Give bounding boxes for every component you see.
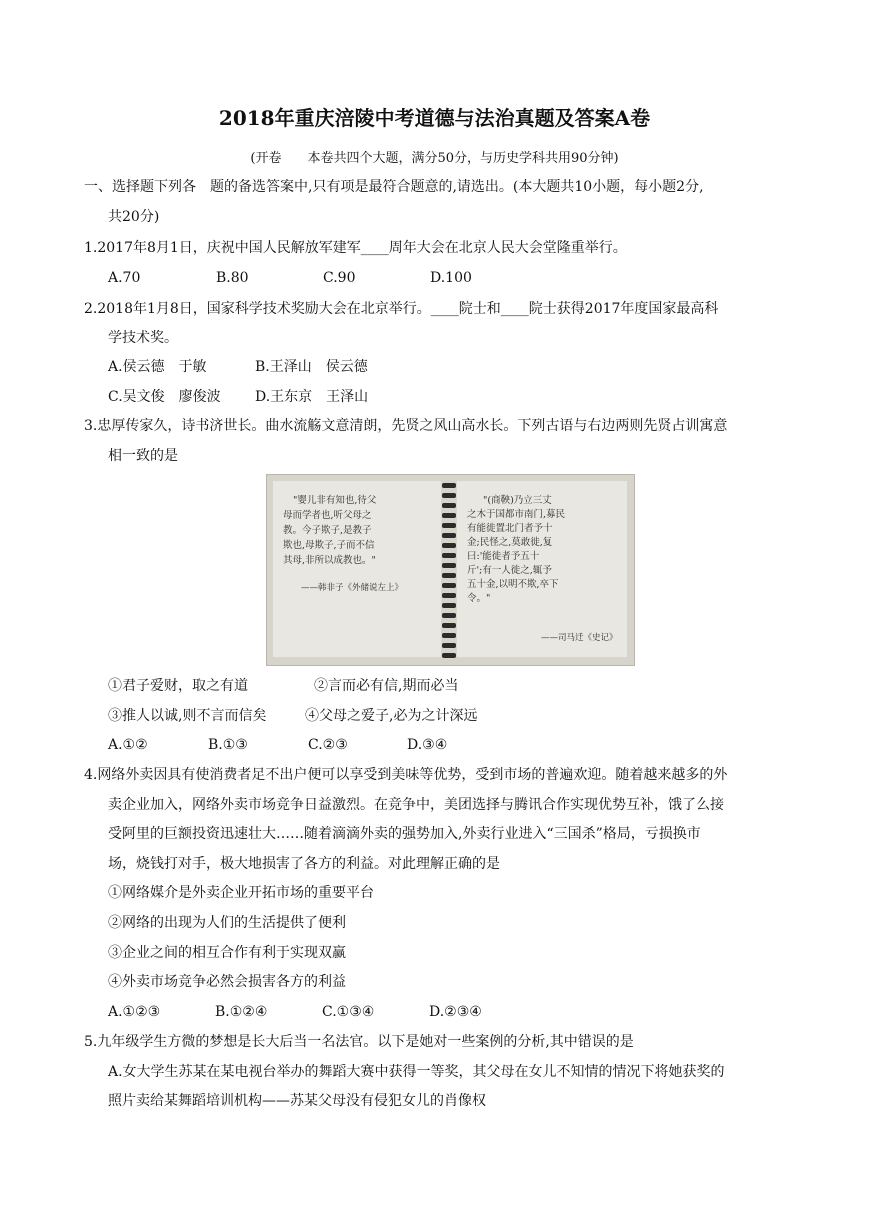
right-text-line: 曰:'能徙者予五十	[467, 551, 540, 562]
question-5-option-a-cont: 照片卖给某舞蹈培训机构——苏某父母没有侵犯女儿的肖像权	[108, 1093, 486, 1109]
section-heading-cont: 共20分)	[108, 209, 160, 225]
right-text-line: "(商鞅)乃立三丈	[483, 495, 552, 506]
option-d: D.王东京 王泽山	[255, 389, 369, 405]
left-text-line: 其母,非所以成教也。"	[283, 555, 376, 566]
item-1: ①君子爱财，取之有道	[108, 678, 248, 694]
question-4-stem-cont: 卖企业加入，网络外卖市场竞争日益激烈。在竞争中，美团选择与腾讯合作实现优势互补，饿了么接	[108, 797, 724, 813]
left-source: ——韩非子《外储说左上》	[301, 583, 404, 593]
question-4-stem-cont: 受阿里的巨额投资迅速壮大……随着滴滴外卖的强势加入,外卖行业进入“三国杀”格局，亏损换市	[108, 826, 701, 842]
option-d: D.③④	[407, 737, 448, 753]
exam-subtitle: (开卷 本卷共四个大题，满分50分，与历史学科共用90分钟)	[250, 151, 619, 166]
question-3-stem-cont: 相一致的是	[108, 448, 178, 464]
right-text-line: 五十金,以明不欺,卒下	[467, 579, 559, 590]
right-source: ——司马迁《史记》	[541, 633, 618, 643]
question-3-options	[108, 735, 447, 755]
question-5-option-a: A.女大学生苏某在某电视台举办的舞蹈大赛中获得一等奖，其父母在女儿不知情的情况下将她获奖的	[108, 1064, 725, 1080]
option-b: B.80	[216, 270, 249, 286]
notebook-image	[266, 474, 635, 666]
question-3-items-row1	[108, 676, 458, 696]
option-a: A.70	[108, 270, 141, 286]
right-text-line: 令。"	[467, 593, 491, 604]
left-text-line: 教。今子欺子,是教子	[283, 525, 372, 536]
question-4-stem: 4.网络外卖因具有使消费者足不出户便可以享受到美味等优势，受到市场的普遍欢迎。随着越来越多的外	[84, 767, 728, 783]
right-text-line: 斤';有一人徙之,辄予	[467, 565, 552, 576]
option-a: A.①②③	[108, 1004, 161, 1020]
option-c: C.②③	[308, 737, 348, 753]
option-a: A.①②	[108, 737, 148, 753]
option-d: D.100	[430, 270, 472, 286]
page-title: 2018年重庆涪陵中考道德与法治真题及答案A卷	[218, 106, 651, 130]
right-text-line: 金;民怪之,莫敢徙,复	[467, 537, 553, 548]
question-2-options-row2	[108, 387, 368, 407]
item-3: ③企业之间的相互合作有利于实现双赢	[108, 945, 346, 961]
question-3-stem: 3.忠厚传家久，诗书济世长。曲水流觞文意清朗，先贤之风山高水长。下列古语与右边两则先贤占训寓意	[84, 418, 728, 434]
option-b: B.王泽山 侯云德	[255, 359, 368, 375]
question-1-options	[108, 268, 472, 288]
question-4-options	[108, 1002, 482, 1022]
item-2: ②言而必有信,期而必当	[314, 678, 459, 694]
option-c: C.吴文俊 廖俊波	[108, 389, 221, 405]
question-1-stem: 1.2017年8月1日，庆祝中国人民解放军建军____周年大会在北京人民大会堂隆重举行。	[84, 240, 627, 256]
option-b: B.①②④	[215, 1004, 268, 1020]
notebook-right-page	[457, 481, 627, 657]
option-c: C.①③④	[322, 1004, 375, 1020]
option-b: B.①③	[208, 737, 248, 753]
left-text-line: 母而学者也,听父母之	[283, 510, 372, 521]
left-text-line: 欺也,母欺子,子而不信	[283, 540, 375, 551]
option-c: C.90	[323, 270, 356, 286]
notebook-spine	[442, 477, 456, 663]
question-2-stem: 2.2018年1月8日，国家科学技术奖励大会在北京举行。____院士和____院士获得2017年度国家最高科	[84, 301, 719, 317]
item-3: ③推人以诚,则不言而信矣	[108, 708, 267, 724]
section-heading: 一、选择题下列各 题的备选答案中,只有项是最符合题意的,请选出。(本大题共10小题，每小题2分,	[84, 179, 704, 195]
question-2-options-row1	[108, 357, 368, 377]
notebook-left-page	[273, 481, 441, 657]
item-2: ②网络的出现为人们的生活提供了便利	[108, 915, 346, 931]
option-a: A.侯云德 于敏	[108, 359, 207, 375]
right-text-line: 之木于国都市南门,募民	[467, 509, 566, 520]
option-d: D.②③④	[429, 1004, 482, 1020]
left-text-line: "婴儿非有知也,待父	[293, 495, 377, 506]
item-4: ④父母之爱子,必为之计深远	[305, 708, 478, 724]
item-4: ④外卖市场竞争必然会损害各方的利益	[108, 974, 346, 990]
item-1: ①网络媒介是外卖企业开拓市场的重要平台	[108, 885, 374, 901]
right-text-line: 有能徙置北门者予十	[467, 523, 553, 534]
question-3-items-row2	[108, 706, 477, 726]
question-5-stem: 5.九年级学生方微的梦想是长大后当一名法官。以下是她对一些案例的分析,其中错误的是	[84, 1034, 634, 1050]
question-4-stem-cont: 场，烧钱打对手，极大地损害了各方的利益。对此理解正确的是	[108, 856, 500, 872]
question-2-stem-cont: 学技术奖。	[108, 330, 178, 346]
